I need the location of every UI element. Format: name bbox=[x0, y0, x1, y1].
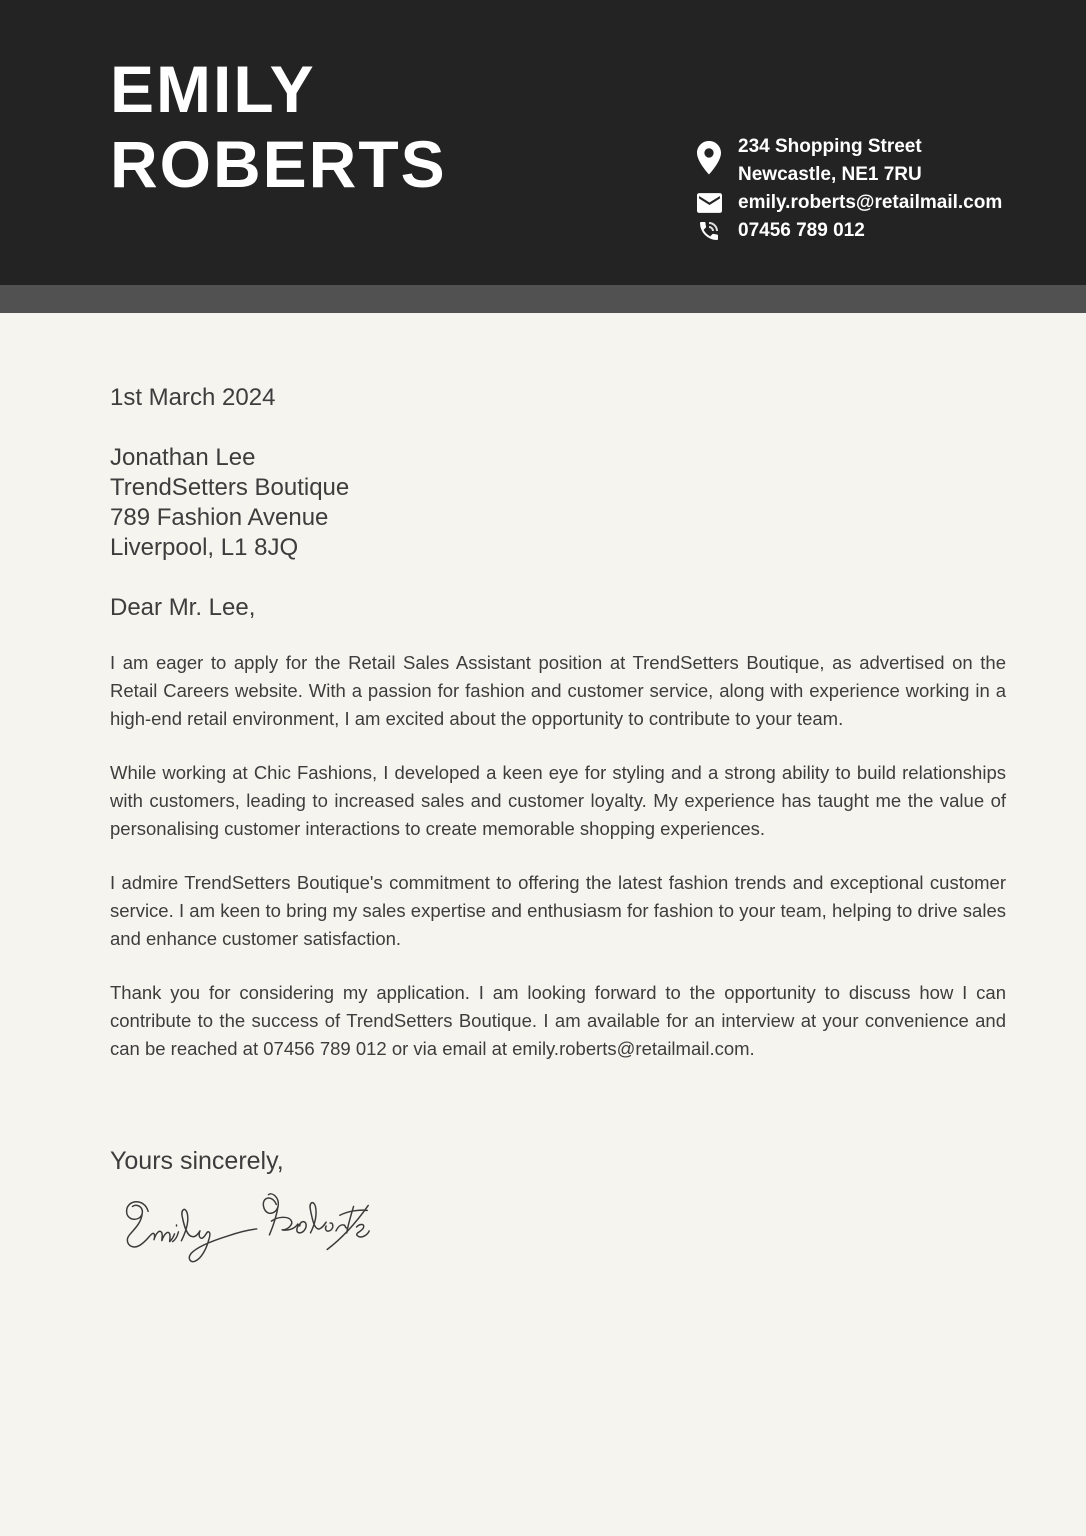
applicant-last-name: ROBERTS bbox=[110, 127, 447, 201]
contact-phone-row bbox=[694, 217, 1002, 245]
applicant-name bbox=[110, 52, 447, 202]
contact-address-text bbox=[738, 133, 922, 189]
contact-info bbox=[694, 133, 1002, 245]
contact-email: emily.roberts@retailmail.com bbox=[738, 192, 1003, 213]
paragraph-motivation: I admire TrendSetters Boutique's commitment to offering the latest fashion trends and exceptional customer service. I am keen to bring my sales expertise and enthusiasm for fashion to your team, helping to drive sales and enhance customer satisfaction. bbox=[110, 872, 1006, 949]
contact-address-line2: Newcastle, NE1 7RU bbox=[738, 164, 922, 185]
location-pin-icon bbox=[694, 141, 724, 175]
recipient-street: 789 Fashion Avenue bbox=[110, 504, 329, 531]
email-envelope-icon bbox=[694, 193, 724, 213]
signature-handwriting bbox=[110, 1181, 378, 1271]
recipient-city: Liverpool, L1 8JQ bbox=[110, 534, 299, 561]
recipient-block bbox=[110, 443, 1006, 563]
contact-email-row bbox=[694, 189, 1002, 217]
paragraph-intro: I am eager to apply for the Retail Sales Assistant position at TrendSetters Boutique, as advertised on the Retail Careers website. With a passion for fashion and customer service, along with experience working in a high-end retail environment, I am excited about the opportunity to contribute to your team. bbox=[110, 652, 1006, 729]
signature bbox=[110, 1181, 378, 1271]
letter-body bbox=[0, 383, 1086, 1271]
salutation: Dear Mr. Lee, bbox=[110, 594, 256, 621]
contact-address-line1: 234 Shopping Street bbox=[738, 136, 922, 157]
phone-handset-icon bbox=[694, 219, 724, 243]
letter-date: 1st March 2024 bbox=[110, 384, 276, 411]
recipient-name: Jonathan Lee bbox=[110, 444, 256, 471]
paragraph-experience: While working at Chic Fashions, I developed a keen eye for styling and a strong ability to build relationships with customers, leading to increased sales and customer loyalty. My experience has taught me the value of personalising customer interactions to create memorable shopping experiences. bbox=[110, 762, 1006, 839]
contact-address-row bbox=[694, 133, 1002, 189]
closing-phrase: Yours sincerely, bbox=[110, 1147, 284, 1175]
letter-header bbox=[0, 0, 1086, 285]
contact-phone: 07456 789 012 bbox=[738, 220, 865, 241]
paragraph-thanks: Thank you for considering my application. I am looking forward to the opportunity to discuss how I can contribute to the success of TrendSetters Boutique. I am available for an interview at your convenience and can be reached at 07456 789 012 or via email at emily.roberts@retailmail.com. bbox=[110, 982, 1006, 1059]
applicant-first-name: EMILY bbox=[110, 52, 316, 126]
recipient-company: TrendSetters Boutique bbox=[110, 474, 350, 501]
divider-strip bbox=[0, 285, 1086, 313]
